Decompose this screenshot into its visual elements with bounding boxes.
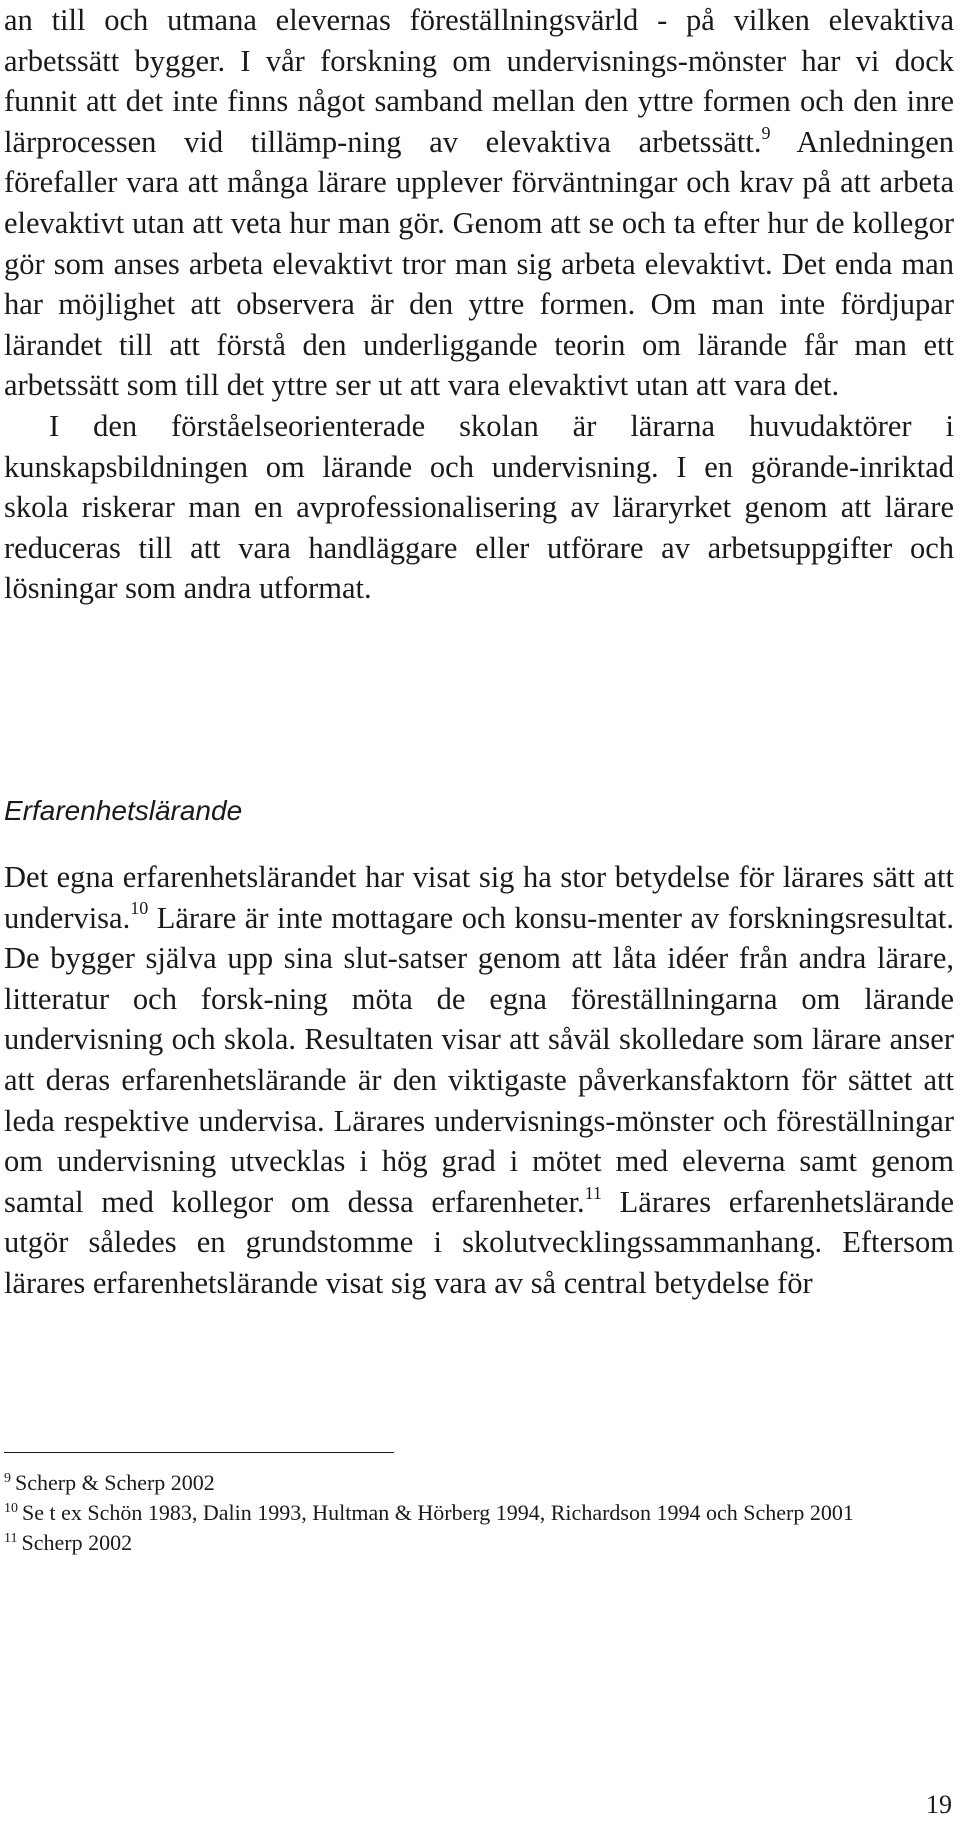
footnote-9-number: 9 bbox=[4, 1470, 11, 1486]
footnote-9-text: Scherp & Scherp 2002 bbox=[15, 1470, 215, 1495]
paragraph-3-text-b: Lärare är inte mottagare och konsu-menter av forskningsresultat. De bygger själva upp sina slut-satser genom att låta idéer från andra lärare, litteratur och forsk-ning möta de egna föreställningarna om lärande undervisning och skola. Resultaten visar att såväl skolledare som lärare anser att deras erfarenhetslärande är den viktigaste påverkansfaktorn för sättet att leda respektive undervisa. Lärares undervisnings-mönster och föreställningar om undervisning utvecklas i hög grad i mötet med eleverna samt genom samtal med kollegor om dessa erfarenheter. bbox=[4, 900, 954, 1219]
footnote-10-text: Se t ex Schön 1983, Dalin 1993, Hultman & Hörberg 1994, Richardson 1994 och Scherp 2001 bbox=[22, 1500, 854, 1525]
paragraph-2: I den förståelseorienterade skolan är lärarna huvudaktörer i kunskapsbildningen om lärande och undervisning. I en görande-inriktad skola riskerar man en avprofessionalisering av läraryrket genom att lärare reduceras till att vara handläggare eller utförare av arbetsuppgifter och lösningar som andra utformat. bbox=[4, 408, 954, 606]
footnote-11-text: Scherp 2002 bbox=[21, 1530, 133, 1555]
paragraph-3 bbox=[4, 857, 954, 1304]
page-body bbox=[4, 0, 954, 609]
footnote-ref-9[interactable]: 9 bbox=[761, 122, 771, 143]
footnote-ref-10[interactable]: 10 bbox=[130, 898, 149, 919]
paragraph-1 bbox=[4, 0, 954, 406]
paragraph-1-text-b: Anledningen förefaller vara att många lärare upplever förväntningar och krav på att arbeta elevaktivt utan att veta hur man gör. Genom att se och ta efter hur de kollegor gör som anses arbeta elevaktivt tror man sig arbeta elevaktivt. Det enda man har möjlighet att observera är den yttre formen. Om man inte fördjupar lärandet till att förstå den underliggande teorin om lärande får man ett arbetssätt som till det yttre ser ut att vara elevaktivt utan att vara det. bbox=[4, 124, 954, 403]
paragraph-3-text-a: Det egna erfarenhetslärandet har visat sig ha stor betydelse för lärares sätt att undervisa. bbox=[4, 860, 954, 935]
section-heading: Erfarenhetslärande bbox=[4, 795, 243, 826]
page-number: 19 bbox=[926, 1790, 952, 1819]
footnote-11 bbox=[4, 1528, 954, 1558]
section-erfarenhetslarande bbox=[4, 857, 954, 1304]
footnote-divider bbox=[4, 1452, 394, 1453]
footnotes bbox=[4, 1468, 954, 1558]
paragraph-3-text-c: Lärares erfarenhetslärande utgör således en grundstomme i skolutvecklingssammanhang. Eftersom lärares erfarenhetslärande visat sig vara av så central betydelse för bbox=[4, 1184, 954, 1300]
paragraph-1-text-a: an till och utmana elevernas föreställningsvärld - på vilken elevaktiva arbetssätt bygger. I vår forskning om undervisnings-mönster har vi dock funnit att det inte finns något samband mellan den yttre formen och den inre lärprocessen vid tillämp-ning av elevaktiva arbetssätt. bbox=[4, 3, 954, 159]
footnote-9 bbox=[4, 1468, 954, 1498]
footnote-ref-11[interactable]: 11 bbox=[584, 1182, 602, 1203]
footnote-11-number: 11 bbox=[4, 1530, 18, 1546]
footnote-10 bbox=[4, 1498, 954, 1528]
footnote-10-number: 10 bbox=[4, 1500, 18, 1516]
